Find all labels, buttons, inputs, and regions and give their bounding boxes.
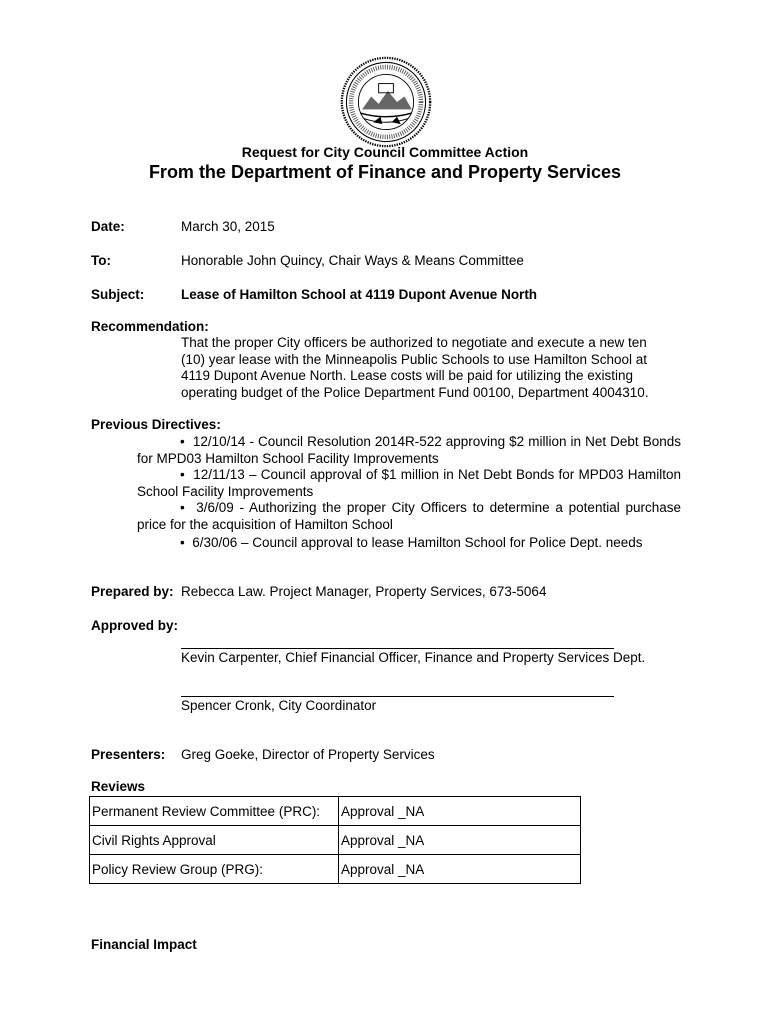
recommendation-label: Recommendation:: [91, 319, 209, 334]
bullet-icon: •: [180, 434, 193, 449]
directive-item: [137, 467, 681, 500]
review-status: Approval _NA: [339, 826, 581, 855]
to-value: Honorable John Quincy, Chair Ways & Means Committee: [181, 253, 524, 268]
signer-name: Kevin Carpenter, Chief Financial Officer, Finance and Property Services Dept.: [181, 650, 646, 665]
presenters-label: Presenters:: [91, 747, 166, 762]
directive-item: [137, 500, 681, 533]
review-name: Permanent Review Committee (PRC):: [90, 797, 339, 826]
directive-text: 12/11/13 – Council approval of $1 million in Net Debt Bonds for MPD03 Hamilton School Facility Improvements: [137, 467, 681, 499]
to-label: To:: [91, 253, 111, 268]
previous-directives-label: Previous Directives:: [91, 417, 221, 432]
recommendation-line: (10) year lease with the Minneapolis Public Schools to use Hamilton School at: [181, 351, 647, 367]
table-row: [90, 855, 581, 884]
review-name: Civil Rights Approval: [90, 826, 339, 855]
presenters-value: Greg Goeke, Director of Property Services: [181, 747, 435, 762]
directive-item: [180, 535, 700, 552]
department-title: From the Department of Finance and Property Services: [148, 162, 622, 182]
directive-text: 12/10/14 - Council Resolution 2014R-522 approving $2 million in Net Debt Bonds for MPD03 Hamilton School Facility Improvements: [137, 434, 681, 466]
table-row: [90, 797, 581, 826]
review-name: Policy Review Group (PRG):: [90, 855, 339, 884]
financial-impact-label: Financial Impact: [91, 937, 197, 952]
table-row: [90, 826, 581, 855]
prepared-by-value: Rebecca Law. Project Manager, Property Services, 673-5064: [181, 584, 547, 599]
date-value: March 30, 2015: [181, 219, 275, 234]
bullet-icon: •: [180, 535, 193, 550]
prepared-by-label: Prepared by:: [91, 584, 174, 599]
subject-value: Lease of Hamilton School at 4119 Dupont Avenue North: [181, 287, 538, 302]
signature-line: [181, 648, 614, 649]
recommendation-line: operating budget of the Police Department Fund 00100, Department 4004310.: [181, 384, 649, 400]
signature-line: [181, 696, 614, 697]
recommendation-text: [181, 335, 681, 401]
review-status: Approval _NA: [339, 797, 581, 826]
recommendation-line: That the proper City officers be authorized to negotiate and execute a new ten: [181, 335, 647, 350]
date-label: Date:: [91, 219, 125, 234]
directive-text: 6/30/06 – Council approval to lease Hamilton School for Police Dept. needs: [192, 535, 643, 550]
directive-item: [137, 434, 681, 467]
reviews-label: Reviews: [91, 779, 146, 794]
recommendation-line: 4119 Dupont Avenue North. Lease costs will be paid for utilizing the existing: [181, 368, 634, 383]
directive-text: 3/6/09 - Authorizing the proper City Officers to determine a potential purchase price for the acquisition of Hamilton School: [137, 500, 681, 532]
reviews-table: [89, 796, 581, 884]
subject-label: Subject:: [91, 287, 145, 302]
city-seal-icon: [340, 56, 432, 148]
bullet-icon: •: [180, 467, 194, 482]
review-status: Approval _NA: [339, 855, 581, 884]
bullet-icon: •: [180, 500, 197, 515]
signer-name: Spencer Cronk, City Coordinator: [181, 698, 377, 713]
approved-by-label: Approved by:: [91, 618, 179, 633]
request-title: Request for City Council Committee Action: [241, 144, 529, 160]
